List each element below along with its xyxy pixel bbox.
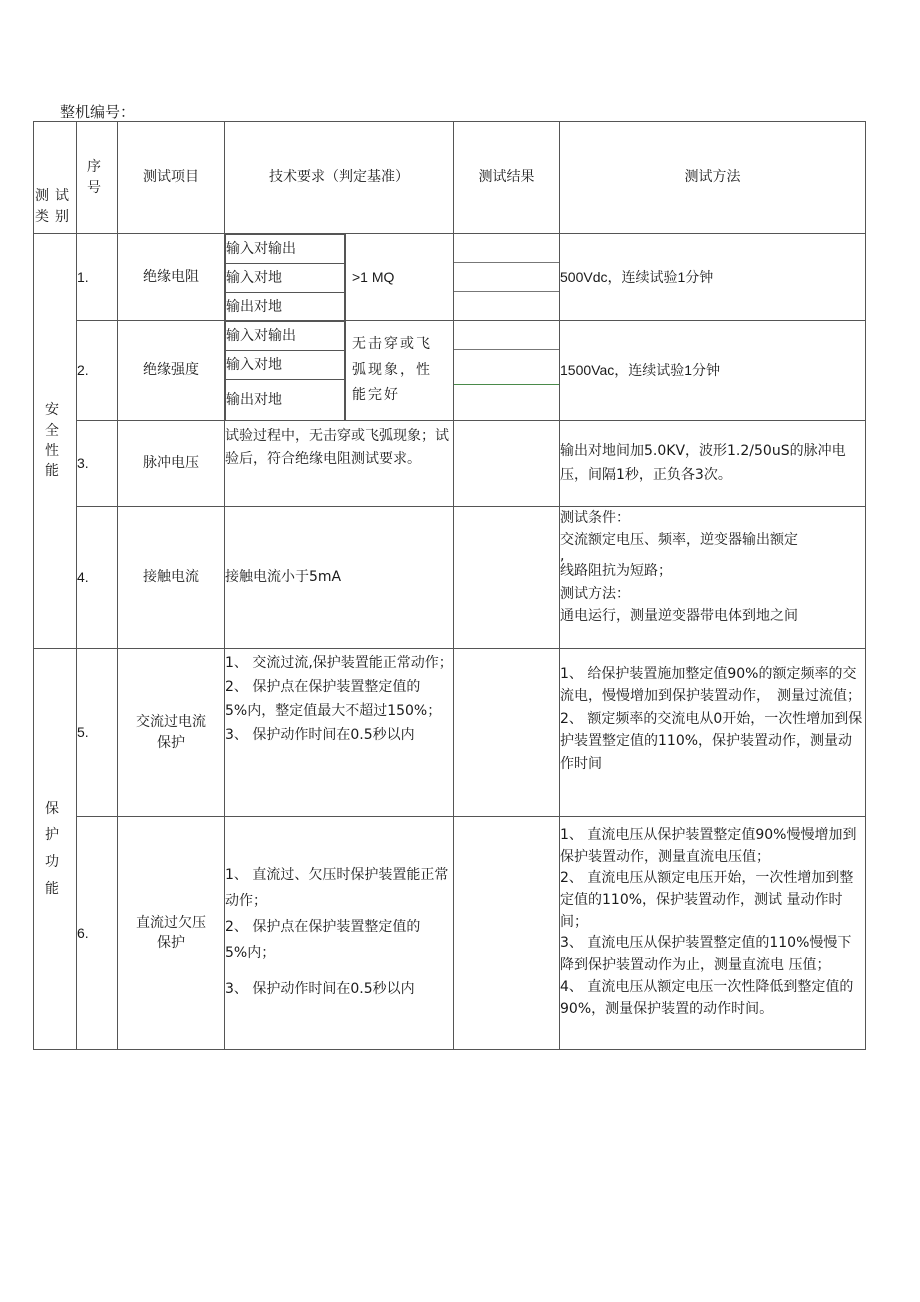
table-row [34, 649, 866, 817]
result-input[interactable] [454, 421, 560, 507]
subitem: 输入对输出 [226, 235, 345, 264]
requirement-cell [225, 649, 454, 817]
result-input[interactable] [454, 649, 560, 817]
method-line: 交流额定电压、频率，逆变器输出额定 [560, 532, 798, 549]
row-item: 绝缘强度 [118, 321, 225, 421]
test-table [33, 121, 866, 1050]
criterion: >1 MQ [352, 268, 395, 285]
method-cell [560, 817, 866, 1050]
item-line: 交流过电流 [136, 714, 206, 731]
method-line: 测试条件： [560, 510, 630, 526]
method-line: 线路阻抗为短路； [560, 563, 672, 580]
row-item: 接触电流 [118, 507, 225, 649]
col-header-requirement: 技术要求（判定基准） [225, 122, 454, 234]
serial-number-label [60, 101, 177, 122]
table-row [34, 421, 866, 507]
result-cell[interactable] [454, 234, 560, 321]
table-header-row [34, 122, 866, 234]
row-number: 6. [77, 817, 118, 1050]
col-header-number: 序号 [77, 122, 118, 234]
requirement-line: 1、 直流过、欠压时保护装置能正常动作； [225, 867, 449, 910]
row-item [118, 649, 225, 817]
requirement-cell [225, 234, 454, 321]
requirement-cell: 试验过程中，无击穿或飞弧现象；试验后，符合绝缘电阻测试要求。 [225, 421, 454, 507]
col-header-method: 测试方法 [560, 122, 866, 234]
result-cell[interactable] [454, 321, 560, 421]
method-line: 4、 直流电压从额定电压一次性降低到整定值的90%，测量保护装置的动作时间。 [560, 978, 854, 1017]
requirement-line: 3、 保护动作时间在0.5秒以内 [225, 727, 415, 744]
subitem: 输入对地 [226, 264, 345, 293]
requirement-cell: 接触电流小于5mA [225, 507, 454, 649]
result-input[interactable] [454, 507, 560, 649]
category-safety: 安全性能 [34, 234, 77, 649]
result-input[interactable] [454, 263, 559, 292]
row-number: 4. [77, 507, 118, 649]
row-number: 5. [77, 649, 118, 817]
subitem: 输出对地 [226, 380, 345, 421]
criterion: 无击穿或飞弧现象，性能完好 [352, 335, 432, 404]
subitem: 输出对地 [226, 293, 345, 322]
method-line: 测试方法： [560, 585, 630, 602]
item-line: 直流过欠压 [136, 914, 206, 931]
requirement-line: 3、 保护动作时间在0.5秒以内 [225, 980, 415, 997]
result-input[interactable] [454, 321, 559, 350]
row-number: 1. [77, 234, 118, 321]
table-row [34, 321, 866, 421]
result-input[interactable] [454, 292, 559, 320]
row-number: 3. [77, 421, 118, 507]
table-row [34, 234, 866, 321]
subitems [225, 321, 346, 420]
method-cell: 1500Vac，连续试验1分钟 [560, 321, 866, 421]
col-header-item: 测试项目 [118, 122, 225, 234]
requirement-line: 2、 保护点在保护装置整定值的 [225, 919, 421, 936]
result-input[interactable] [454, 234, 559, 263]
requirement-cell [225, 817, 454, 1050]
method-line: 2、 额定频率的交流电从0开始，一次性增加到保护装置整定值的110%，保护装置动作，测量动作时间 [560, 710, 863, 772]
col-header-category: 测试类别 [34, 122, 77, 234]
result-input[interactable] [454, 817, 560, 1050]
requirement-line: 5%内； [225, 944, 276, 961]
result-input[interactable] [454, 385, 559, 420]
method-line: 2、 直流电压从额定电压开始，一次性增加到整定值的110%，保护装置动作，测试 量动作时间； [560, 870, 854, 930]
subitem: 输入对输出 [226, 322, 345, 351]
table-row [34, 817, 866, 1050]
method-cell: 输出对地间加5.0KV，波形1.2/50uS的脉冲电压，间隔1秒，正负各3次。 [560, 421, 866, 507]
subitems [225, 234, 346, 320]
serial-label-text: 整机编号： [60, 103, 136, 121]
result-input[interactable] [454, 350, 559, 385]
row-item: 脉冲电压 [118, 421, 225, 507]
item-line: 保护 [157, 734, 185, 751]
item-line: 保护 [157, 935, 185, 951]
method-line: 3、 直流电压从保护装置整定值的110%慢慢下降到保护装置动作为止，测量直流电 压值； [560, 935, 852, 974]
requirement-cell [225, 321, 454, 421]
method-cell: 500Vdc，连续试验1分钟 [560, 234, 866, 321]
row-number: 2. [77, 321, 118, 421]
requirement-line: 1、 交流过流,保护装置能正常动作； [225, 655, 453, 671]
method-line: 1、 给保护装置施加整定值90%的额定频率的交流电，慢慢增加到保护装置动作， 测量过流值； [560, 666, 861, 705]
table-row [34, 507, 866, 649]
row-item [118, 817, 225, 1050]
method-cell [560, 507, 866, 649]
requirement-line: 2、 保护点在保护装置整定值的 5%内，整定值最大不超过150%； [225, 679, 442, 720]
col-header-result: 测试结果 [454, 122, 560, 234]
category-protection: 保护功能 [34, 649, 77, 1050]
method-line: 通电运行，测量逆变器带电体到地之间 [560, 607, 798, 624]
row-item: 绝缘电阻 [118, 234, 225, 321]
method-cell [560, 649, 866, 817]
serial-number-blank [135, 107, 177, 122]
subitem: 输入对地 [226, 351, 345, 380]
method-line: , [560, 547, 565, 564]
method-line: 1、 直流电压从保护装置整定值90%慢慢增加到 保护装置动作，测量直流电压值； [560, 827, 857, 865]
